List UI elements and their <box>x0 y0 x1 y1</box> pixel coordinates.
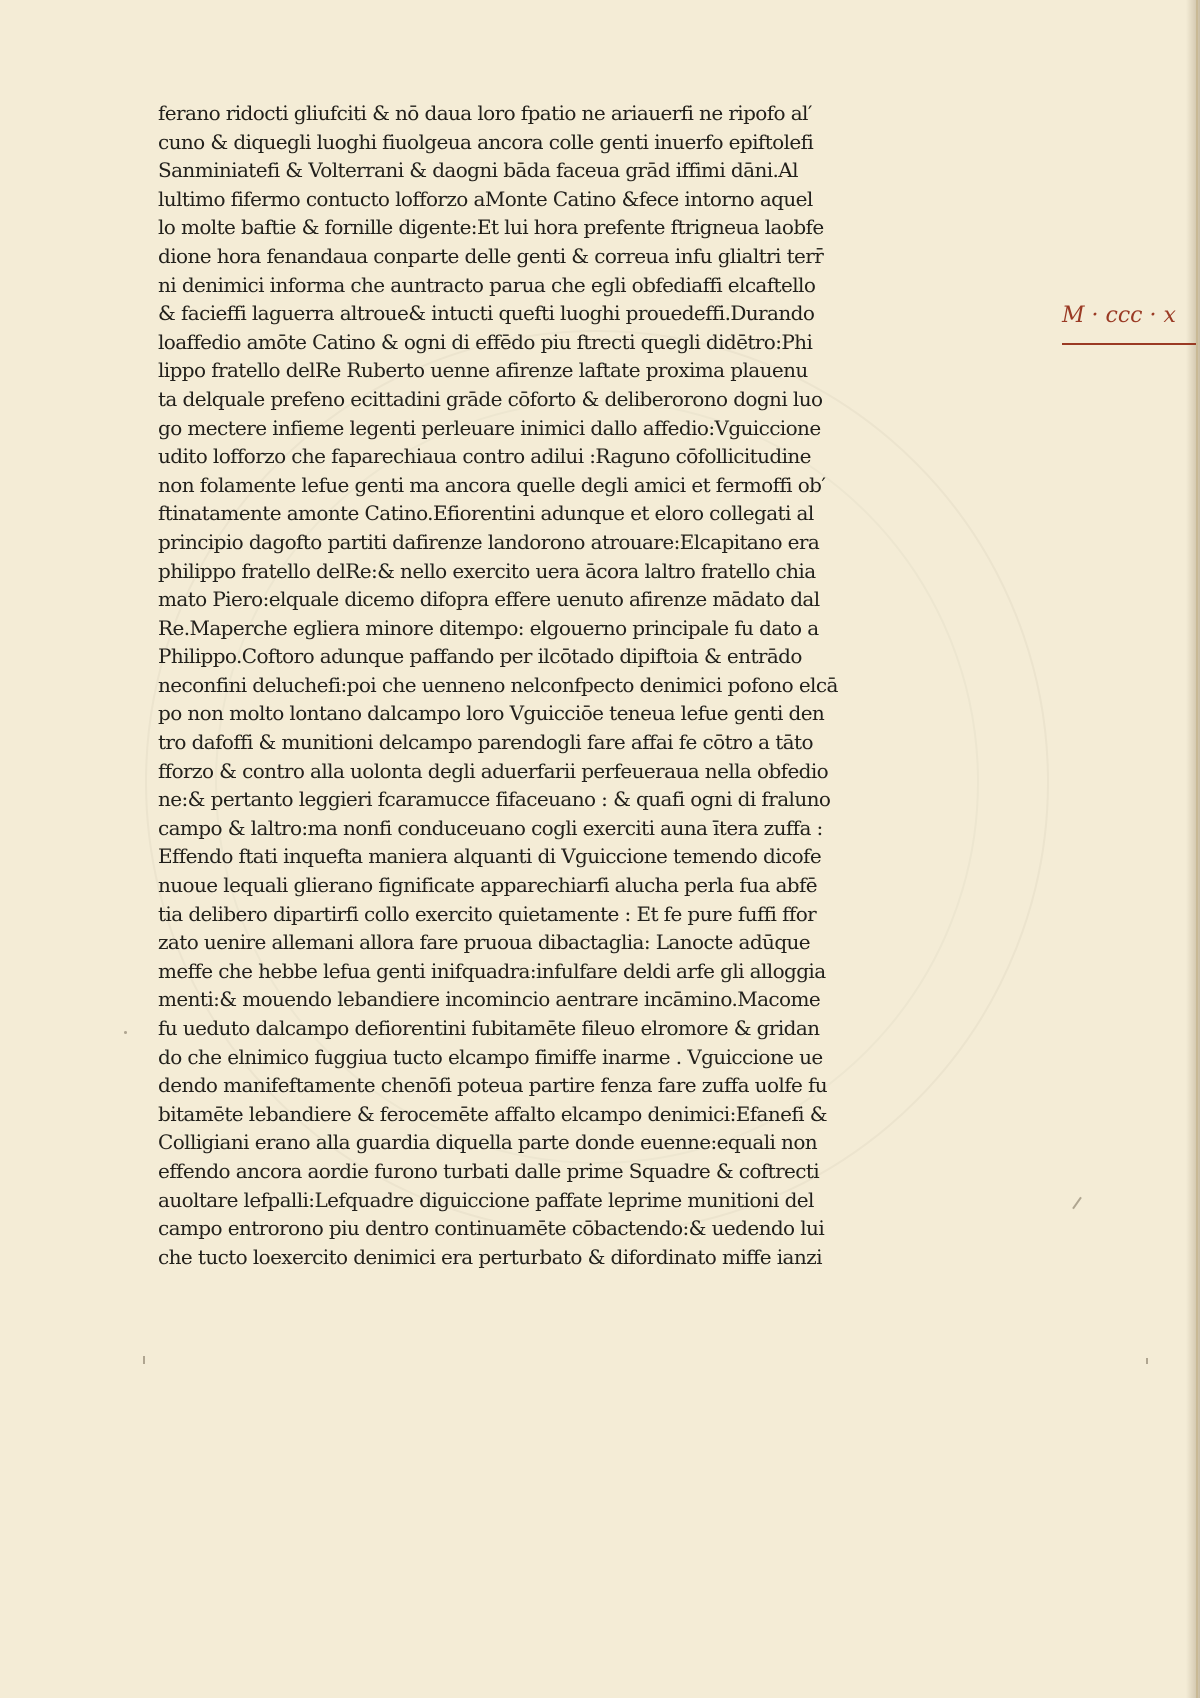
text-line: udito lofforzo che faparechiaua contro adilui :Raguno cōfollicitudine <box>158 444 811 469</box>
text-line: po non molto lontano dalcampo loro Vguicciōe teneua lefue genti den <box>158 701 825 726</box>
ink-speck <box>1146 1358 1148 1364</box>
text-line: meffe che hebbe lefua genti inifquadra:infulfare deldi arfe gli alloggia <box>158 958 826 983</box>
marginal-note: M · ccc · x <box>1062 303 1176 328</box>
text-line: fu ueduto dalcampo defiorentini fubitamēte fileuo elromore & gridan <box>158 1016 820 1040</box>
text-line: mato Piero:elquale dicemo difopra effere uenuto afirenze mādato dal <box>158 587 820 612</box>
text-line: ta delquale prefeno ecittadini grāde cōforto & deliberorono dogni luo <box>158 386 823 411</box>
text-line: auoltare lefpalli:Lefquadre diguiccione paffate leprime munitioni del <box>158 1187 814 1212</box>
text-line: fforzo & contro alla uolonta degli aduerfarii perfeueraua nella obfedio <box>158 758 829 783</box>
text-line: philippo fratello delRe:& nello exercito uera ācora laltro fratello chia <box>158 558 816 583</box>
text-line: Philippo.Coftoro adunque paffando per ilcōtado dipiftoia & entrādo <box>158 644 802 669</box>
text-line: effendo ancora aordie furono turbati dalle prime Squadre & coftrecti <box>158 1158 820 1183</box>
text-line: ftinatamente amonte Catino.Efiorentini adunque et eloro collegati al <box>158 501 814 526</box>
body-text-block <box>158 99 888 1271</box>
ink-speck <box>1072 1197 1082 1210</box>
ink-speck <box>143 1356 145 1364</box>
text-line: lippo fratello delRe Ruberto uenne afirenze laftate proxima plauenu <box>158 358 808 383</box>
text-line: cuno & diquegli luoghi fiuolgeua ancora colle genti inuerfo epiftolefi <box>158 129 814 154</box>
text-line: tia delibero dipartirfi collo exercito quietamente : Et fe pure fuffi ffor <box>158 901 817 926</box>
text-line: non folamente lefue genti ma ancora quelle degli amici et fermoffi ob′ <box>158 472 826 497</box>
text-line: neconfini deluchefi:poi che uenneno nelconfpecto denimici pofono elcā <box>158 672 838 697</box>
text-line: campo & laltro:ma nonfi conduceuano cogli exerciti auna ītera zuffa : <box>158 815 823 840</box>
text-line: campo entrorono piu dentro continuamēte cōbactendo:& uedendo lui <box>158 1216 825 1241</box>
text-line: che tucto loexercito denimici era perturbato & difordinato miffe ianzi <box>158 1244 822 1269</box>
text-line: dendo manifeftamente chenōfi poteua partire fenza fare zuffa uolfe fu <box>158 1073 828 1098</box>
text-line: nuoue lequali glierano fignificate apparechiarfi alucha perla fua abfē <box>158 873 818 898</box>
text-line: ne:& pertanto leggieri fcaramucce fifaceuano : & quafi ogni di fraluno <box>158 787 831 812</box>
text-line: lo molte baftie & fornille digente:Et lui hora prefente ftrigneua laobfe <box>158 215 824 240</box>
text-line: menti:& mouendo lebandiere incomincio aentrare incāmino.Macome <box>158 987 821 1012</box>
text-line: Colligiani erano alla guardia diquella parte donde euenne:equali non <box>158 1130 818 1155</box>
text-line: zato uenire allemani allora fare pruoua dibactaglia: Lanocte adūque <box>158 930 811 955</box>
page-edge-line <box>1196 0 1198 1698</box>
text-line: dione hora fenandaua conparte delle genti & correua infu glialtri terr̄ <box>158 243 824 268</box>
text-line: do che elnimico fuggiua tucto elcampo fimiffe inarme . Vguiccione ue <box>158 1044 823 1069</box>
text-line: tro dafoffi & munitioni delcampo parendogli fare affai fe cōtro a tāto <box>158 730 813 755</box>
marginal-note-underline <box>1062 343 1196 345</box>
text-line: ferano ridocti gliufciti & nō daua loro fpatio ne ariauerfi ne ripofo al′ <box>158 101 812 125</box>
text-line: Sanminiatefi & Volterrani & daogni bāda faceua grād iffimi dāni.Al <box>158 158 798 183</box>
text-line: ni denimici informa che auntracto parua che egli obfediaffi elcaftello <box>158 272 816 297</box>
text-line: & facieffi laguerra altroue& intucti quefti luoghi prouedeffi.Durando <box>158 301 815 326</box>
ink-speck <box>124 1031 127 1034</box>
text-line: principio dagofto partiti dafirenze landorono atrouare:Elcapitano era <box>158 529 820 554</box>
text-line: loaffedio amōte Catino & ogni di effēdo piu ftrecti quegli didētro:Phi <box>158 329 813 354</box>
text-line: lultimo fifermo contucto lofforzo aMonte Catino &fece intorno aquel <box>158 186 813 211</box>
text-line: bitamēte lebandiere & ferocemēte affalto elcampo denimici:Efanefi & <box>158 1101 827 1126</box>
text-line: Effendo ftati inquefta maniera alquanti di Vguiccione temendo dicofe <box>158 844 822 869</box>
text-line: go mectere infieme legenti perleuare inimici dallo affedio:Vguiccione <box>158 415 821 440</box>
text-line: Re.Maperche egliera minore ditempo: elgouerno principale fu dato a <box>158 615 819 640</box>
